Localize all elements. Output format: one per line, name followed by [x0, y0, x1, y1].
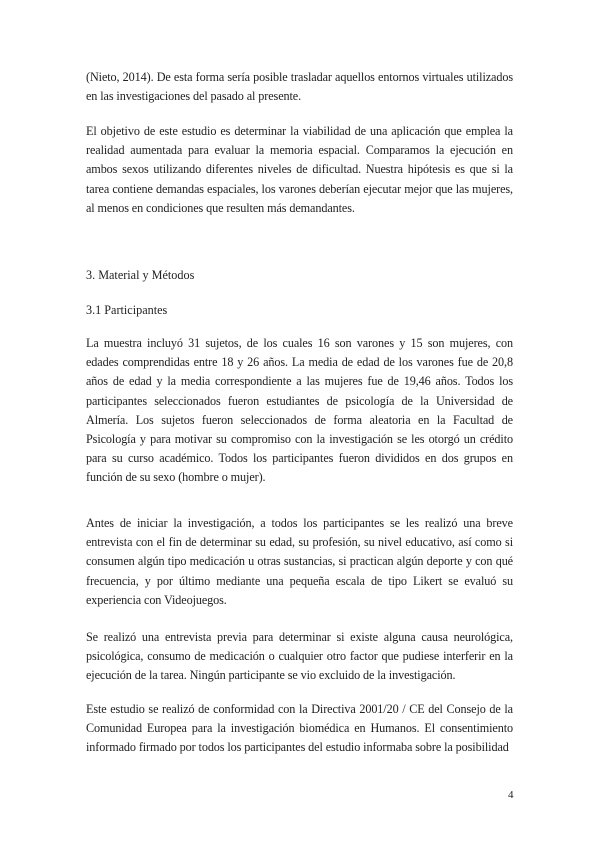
paragraph-sample: La muestra incluyó 31 sujetos, de los cuales 16 son varones y 15 son mujeres, con edades comprendidas entre 18 y 26 años. La media de edad de los varones fue de 20,8 años de edad y la media correspondiente a las mujeres fue de 19,46 años. Todos los participantes seleccionados fueron estudiantes de psicología de la Universidad de Almería. Los sujetos fueron seleccionados de forma aleatoria en la Facultad de Psicología y para motivar su compromiso con la investigación se les otorgó un crédito para su curso académico. Todos los participantes fueron divididos en dos grupos en función de su sexo (hombre o mujer). [86, 336, 513, 485]
paragraph-objective: El objetivo de este estudio es determinar la viabilidad de una aplicación que emplea la realidad aumentada para evaluar la memoria espacial. Comparamos la ejecución en ambos sexos utilizando diferentes niveles de dificultad. Nuestra hipótesis es que si la tarea contiene demandas espaciales, los varones deberían ejecutar mejor que las mujeres, al menos en condiciones que resulten más demandantes. [86, 124, 513, 215]
subsection-heading-participantes: 3.1 Participantes [86, 303, 168, 317]
document-page [86, 0, 513, 848]
paragraph-intro-end: (Nieto, 2014). De esta forma sería posible trasladar aquellos entornos virtuales utilizados en las investigaciones del pasado al presente. [86, 70, 513, 104]
page-number: 4 [508, 789, 514, 801]
paragraph-screening: Se realizó una entrevista previa para determinar si existe alguna causa neurológica, psicológica, consumo de medicación o cualquier otro factor que pudiese interferir en la ejecución de la tarea. Ningún participante se vio excluido de la investigación. [86, 630, 513, 683]
paragraph-ethics: Este estudio se realizó de conformidad con la Directiva 2001/20 / CE del Consejo de la Comunidad Europea para la investigación biomédica en Humanos. El consentimiento informado firmado por todos los participantes del estudio informaba sobre la posibilidad [86, 702, 513, 755]
paragraph-interview: Antes de iniciar la investigación, a todos los participantes se les realizó una breve entrevista con el fin de determinar su edad, su profesión, su nivel educativo, así como si consumen algún tipo medicación u otras sustancias, si practican algún deporte y con qué frecuencia, y por último mediante una pequeña escala de tipo Likert se evaluó su experiencia con Videojuegos. [86, 516, 513, 607]
section-heading-material-metodos: 3. Material y Métodos [86, 268, 195, 282]
